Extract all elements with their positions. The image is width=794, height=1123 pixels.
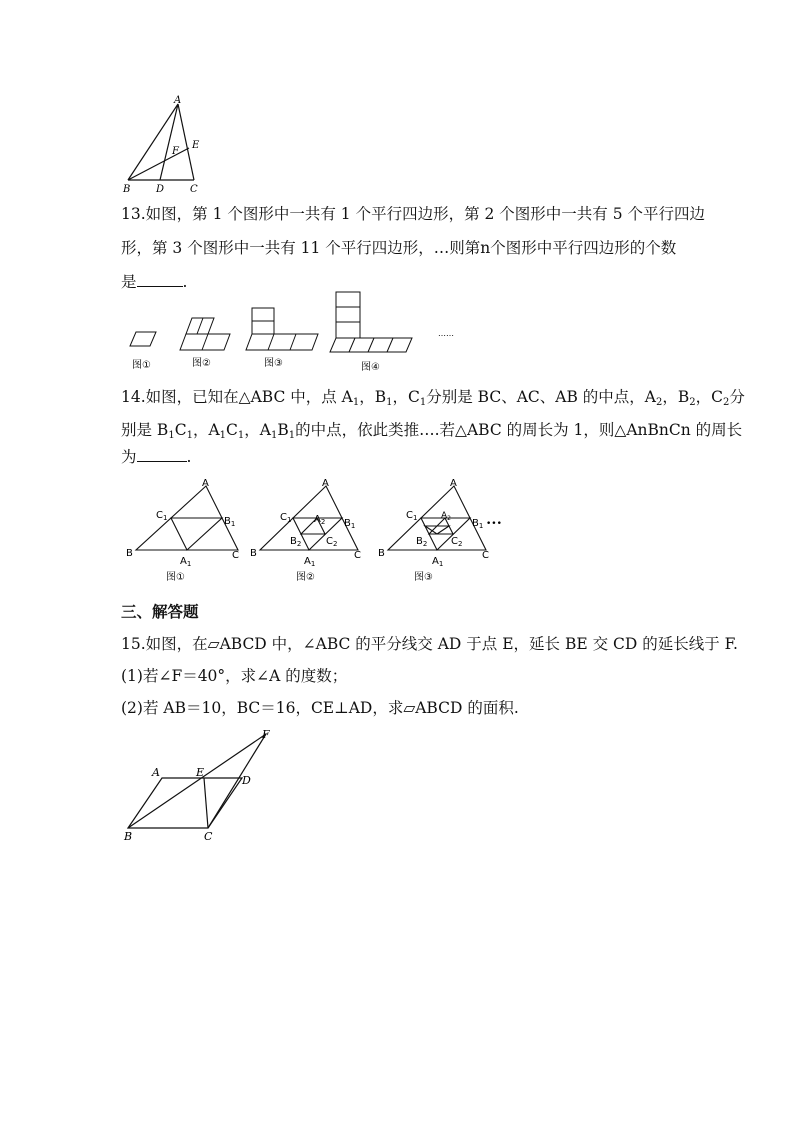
svg-text:A2: $A_2$ (441, 511, 451, 522)
caption-fig1: 图① (132, 360, 151, 371)
label-f: F (262, 728, 270, 741)
q14-line-2: 别是 $B_1C_1$，$A_1C_1$，$A_1B_1$的中点，依此类推….若△ABC 的周长为 1，则△AnBnCn 的周长 (121, 421, 743, 441)
q14-figures (118, 474, 508, 586)
svg-text:C1: $C_1$ (280, 512, 292, 524)
svg-text:C2: $C_2$ (326, 536, 338, 548)
figure-parallelogram (118, 726, 278, 842)
label-b: B (124, 830, 133, 842)
caption-fig1: 图① (166, 572, 185, 583)
svg-text:A2: $A_2$ (314, 514, 326, 526)
caption-fig4: 图④ (361, 362, 380, 373)
label-a: A (152, 766, 160, 779)
caption-fig3: 图③ (414, 572, 433, 583)
figure-triangle-abcdef (118, 92, 218, 196)
label-e: E (192, 140, 200, 151)
label-c: C (190, 184, 198, 195)
caption-fig2: 图② (192, 358, 211, 369)
q14-line-1: 14.如图，已知在△ABC 中，点 $A_1$，$B_1$，$C_1$分别是 BC、AC、AB 的中点，$A_2$，$B_2$，$C_2$分 (121, 388, 745, 408)
q15-line-2: (1)若∠F＝40°，求∠A 的度数； (121, 667, 348, 685)
label-b: B (123, 184, 131, 195)
svg-text:C1: $C_1$ (156, 510, 168, 522)
svg-text:C: C (354, 550, 361, 561)
svg-text:B1: $B_1$ (472, 518, 484, 530)
q13-line-2: 形，第 3 个图形中一共有 11 个平行四边形，…则第n个图形中平行四边形的个数 (121, 239, 677, 257)
label-d: D (156, 184, 165, 195)
svg-text:C: C (482, 550, 489, 561)
svg-text:A1: $A_1$ (180, 556, 192, 568)
svg-text:C: C (232, 550, 239, 561)
svg-text:A: A (322, 478, 329, 489)
ellipsis: …… (438, 329, 454, 338)
q13-line-3: 是 . (121, 273, 188, 291)
svg-text:C1: $C_1$ (406, 510, 418, 522)
svg-text:C2: $C_2$ (451, 536, 463, 548)
svg-text:B1: $B_1$ (224, 516, 236, 528)
answer-blank (137, 447, 187, 462)
q15-line-1: 15.如图，在▱ABCD 中，∠ABC 的平分线交 AD 于点 E，延长 BE 交 CD 的延长线于 F. (121, 635, 738, 653)
q15-line-3: (2)若 AB＝10，BC＝16，CE⊥AD，求▱ABCD 的面积. (121, 699, 519, 717)
answer-blank (137, 272, 183, 287)
svg-text:A: A (202, 478, 209, 489)
svg-text:A: A (450, 478, 457, 489)
svg-text:B2: $B_2$ (416, 536, 428, 548)
label-f: F (172, 146, 179, 157)
svg-text:B2: $B_2$ (290, 536, 302, 548)
label-c: C (204, 830, 213, 842)
q14-line-3: 为 . (121, 448, 192, 466)
label-e: E (196, 766, 205, 779)
q13-line-3-text: 是 (121, 273, 137, 291)
svg-text:A1: $A_1$ (304, 556, 316, 568)
caption-fig3: 图③ (264, 358, 283, 369)
svg-text:A1: $A_1$ (432, 556, 444, 568)
svg-text:B: B (126, 548, 133, 559)
caption-fig2: 图② (296, 572, 315, 583)
svg-text:B: B (250, 548, 257, 559)
svg-text:B: B (378, 548, 385, 559)
label-d: D (242, 774, 251, 787)
q13-line-1: 13.如图，第 1 个图形中一共有 1 个平行四边形，第 2 个图形中一共有 5 个平行四边 (121, 205, 706, 223)
section-heading: 三、解答题 (121, 602, 199, 621)
dots: ••• (486, 519, 502, 529)
label-a: A (174, 95, 182, 106)
q13-figures (118, 288, 458, 376)
svg-text:B1: $B_1$ (344, 518, 356, 530)
